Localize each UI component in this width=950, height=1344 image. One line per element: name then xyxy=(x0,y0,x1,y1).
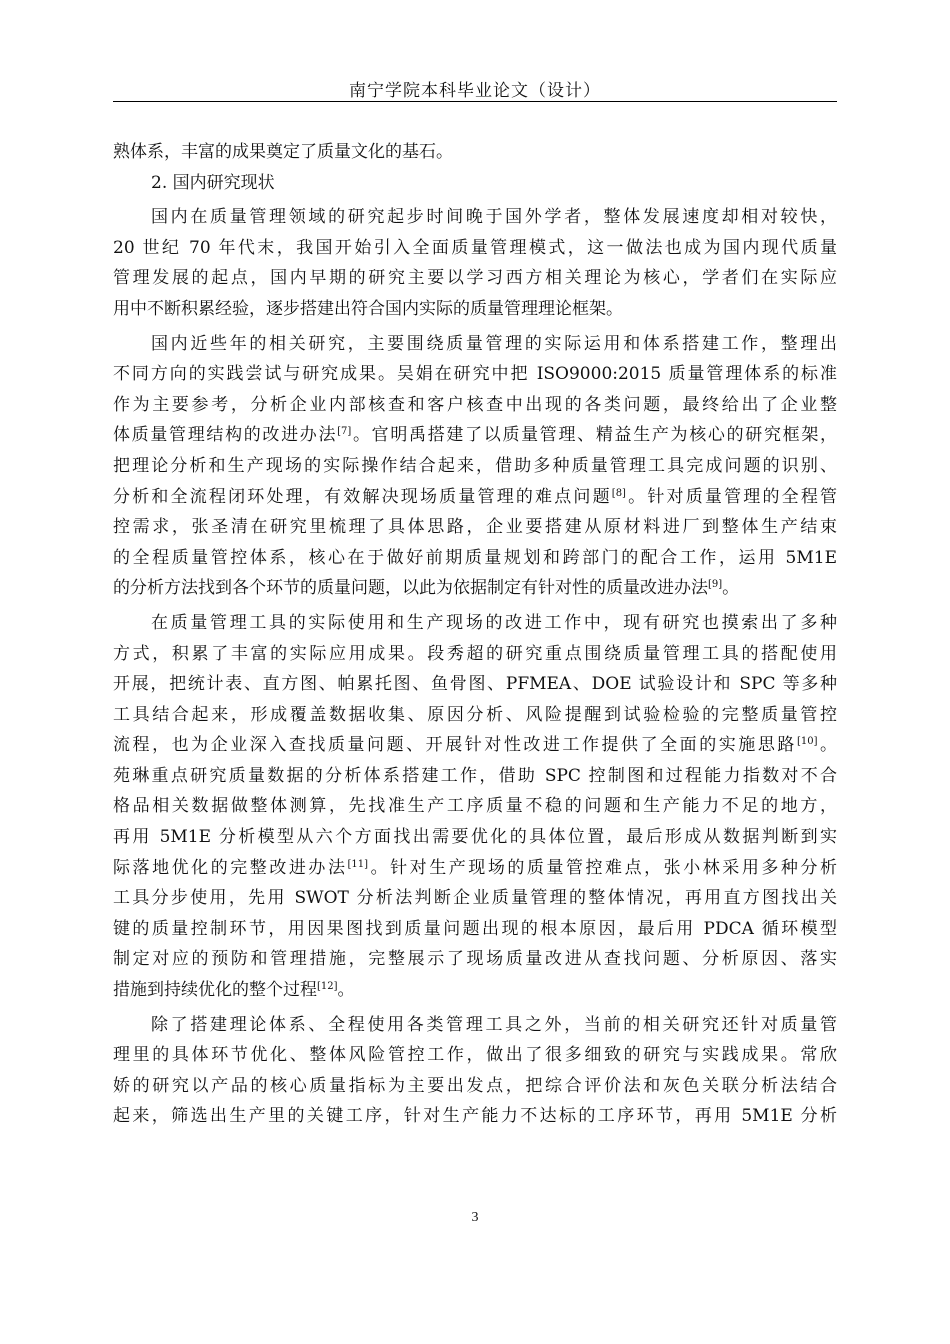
line-text: 制定对应的预防和管理措施，完整展示了现场质量改进从查找问题、分析原因、落实 xyxy=(113,949,837,970)
line-text: 分析和全流程闭环处理，有效解决现场质量管理的难点问题 xyxy=(113,486,612,507)
header-rule xyxy=(113,101,837,102)
text-line xyxy=(113,1071,837,1102)
text-line xyxy=(113,263,837,294)
line-text: 在质量管理工具的实际使用和生产现场的改进工作中，现有研究也摸索出了多种 xyxy=(151,612,837,633)
text-line xyxy=(113,482,837,513)
text-line xyxy=(113,512,837,543)
text-line xyxy=(113,669,837,700)
line-text: 工具分步使用，先用 SWOT 分析法判断企业质量管理的整体情况，再用直方图找出关 xyxy=(113,888,837,909)
line-text: 把理论分析和生产现场的实际操作结合起来，借助多种质量管理工具完成问题的识别、 xyxy=(113,455,837,476)
text-line xyxy=(113,791,837,822)
text-line xyxy=(113,359,837,390)
text-line xyxy=(113,639,837,670)
text-line xyxy=(113,543,837,574)
line-text: 熟体系，丰富的成果奠定了质量文化的基石。 xyxy=(113,142,453,162)
citation-ref: [10] xyxy=(796,736,818,748)
text-line xyxy=(113,233,837,264)
line-text: 不同方向的实践尝试与研究成果。吴娟在研究中把 ISO9000:2015 质量管理体系的标准 xyxy=(113,364,837,385)
text-line xyxy=(113,975,837,1006)
text-line xyxy=(113,451,837,482)
text-line xyxy=(113,914,837,945)
page-number: 3 xyxy=(471,1210,479,1225)
line-text: 除了搭建理论体系、全程使用各类管理工具之外，当前的相关研究还针对质量管 xyxy=(151,1014,837,1035)
text-line xyxy=(113,420,837,451)
text-line xyxy=(113,1040,837,1071)
text-line xyxy=(113,944,837,975)
text-line xyxy=(113,1010,837,1041)
line-text: 。 xyxy=(722,578,740,599)
line-text: 作为主要参考，分析企业内部核查和客户核查中出现的各类问题，最终给出了企业整 xyxy=(113,394,837,415)
line-text: 。官明禹搭建了以质量管理、精益生产为核心的研究框架， xyxy=(351,425,837,446)
line-text: 开展，把统计表、直方图、帕累托图、鱼骨图、PFMEA、DOE 试验设计和 SPC 等多种 xyxy=(113,674,837,695)
body-text xyxy=(113,137,837,1132)
line-text: 的全程质量管控体系，核心在于做好前期质量规划和跨部门的配合工作，运用 5M1E xyxy=(113,547,837,568)
line-text: 体质量管理结构的改进办法 xyxy=(113,425,338,446)
citation-ref: [9] xyxy=(708,579,723,591)
text-line xyxy=(113,608,837,639)
line-text: 。针对质量管理的全程管 xyxy=(625,486,837,507)
text-line xyxy=(113,202,837,233)
line-text: 20 世纪 70 年代末，我国开始引入全面质量管理模式，这一做法也成为国内现代质量 xyxy=(113,237,837,258)
line-text: 际落地优化的完整改进办法 xyxy=(113,857,348,878)
line-text: 苑琳重点研究质量数据的分析体系搭建工作，借助 SPC 控制图和过程能力指数对不合 xyxy=(113,765,837,786)
line-text: 用中不断积累经验，逐步搭建出符合国内实际的质量管理理论框架。 xyxy=(113,298,623,319)
text-line xyxy=(113,1101,837,1132)
line-text: 的分析方法找到各个环节的质量问题，以此为依据制定有针对性的质量改进办法 xyxy=(113,578,708,599)
line-text: 。针对生产现场的质量管控难点，张小林采用多种分析 xyxy=(368,857,838,878)
line-text: 国内近些年的相关研究，主要围绕质量管理的实际运用和体系搭建工作，整理出 xyxy=(151,333,837,354)
citation-ref: [8] xyxy=(611,487,626,499)
line-text: 2. 国内研究现状 xyxy=(151,172,275,193)
citation-ref: [12] xyxy=(317,981,338,993)
line-text: 。 xyxy=(817,735,838,756)
text-line xyxy=(113,329,837,360)
line-text: 键的质量控制环节，用因果图找到质量问题出现的根本原因，最后用 PDCA 循环模型 xyxy=(113,918,837,939)
text-line xyxy=(113,853,837,884)
line-text: 国内在质量管理领域的研究起步时间晚于国外学者，整体发展速度却相对较快， xyxy=(151,207,837,228)
line-text: 方式，积累了丰富的实际应用成果。段秀超的研究重点围绕质量管理工具的搭配使用 xyxy=(113,643,837,664)
text-line xyxy=(113,294,837,325)
line-text: 流程，也为企业深入查找质量问题、开展针对性改进工作提供了全面的实施思路 xyxy=(113,735,797,756)
line-text: 理里的具体环节优化、整体风险管控工作，做出了很多细致的研究与实践成果。常欣 xyxy=(113,1045,837,1066)
text-line xyxy=(113,168,837,199)
text-line xyxy=(113,730,837,761)
line-text: 管理发展的起点，国内早期的研究主要以学习西方相关理论为核心，学者们在实际应 xyxy=(113,268,837,289)
line-text: 。 xyxy=(337,980,355,1001)
text-line xyxy=(113,390,837,421)
line-text: 措施到持续优化的整个过程 xyxy=(113,980,317,1001)
line-text: 格品相关数据做整体测算，先找准生产工序质量不稳的问题和生产能力不足的地方， xyxy=(113,796,837,817)
line-text: 娇的研究以产品的核心质量指标为主要出发点，把综合评价法和灰色关联分析法结合 xyxy=(113,1075,837,1096)
text-line xyxy=(113,573,837,604)
citation-ref: [11] xyxy=(347,858,369,870)
text-line xyxy=(113,822,837,853)
citation-ref: [7] xyxy=(337,426,352,438)
line-text: 工具结合起来，形成覆盖数据收集、原因分析、风险提醒到试验检验的完整质量管控 xyxy=(113,704,837,725)
line-text: 控需求，张圣清在研究里梳理了具体思路，企业要搭建从原材料进厂到整体生产结束 xyxy=(113,517,837,538)
running-header: 南宁学院本科毕业论文（设计） xyxy=(349,81,601,101)
text-line xyxy=(113,137,837,168)
text-line xyxy=(113,700,837,731)
text-line xyxy=(113,883,837,914)
text-line xyxy=(113,761,837,792)
line-text: 再用 5M1E 分析模型从六个方面找出需要优化的具体位置，最后形成从数据判断到实 xyxy=(113,827,837,848)
line-text: 起来，筛选出生产里的关键工序，针对生产能力不达标的工序环节，再用 5M1E 分析 xyxy=(113,1106,837,1127)
